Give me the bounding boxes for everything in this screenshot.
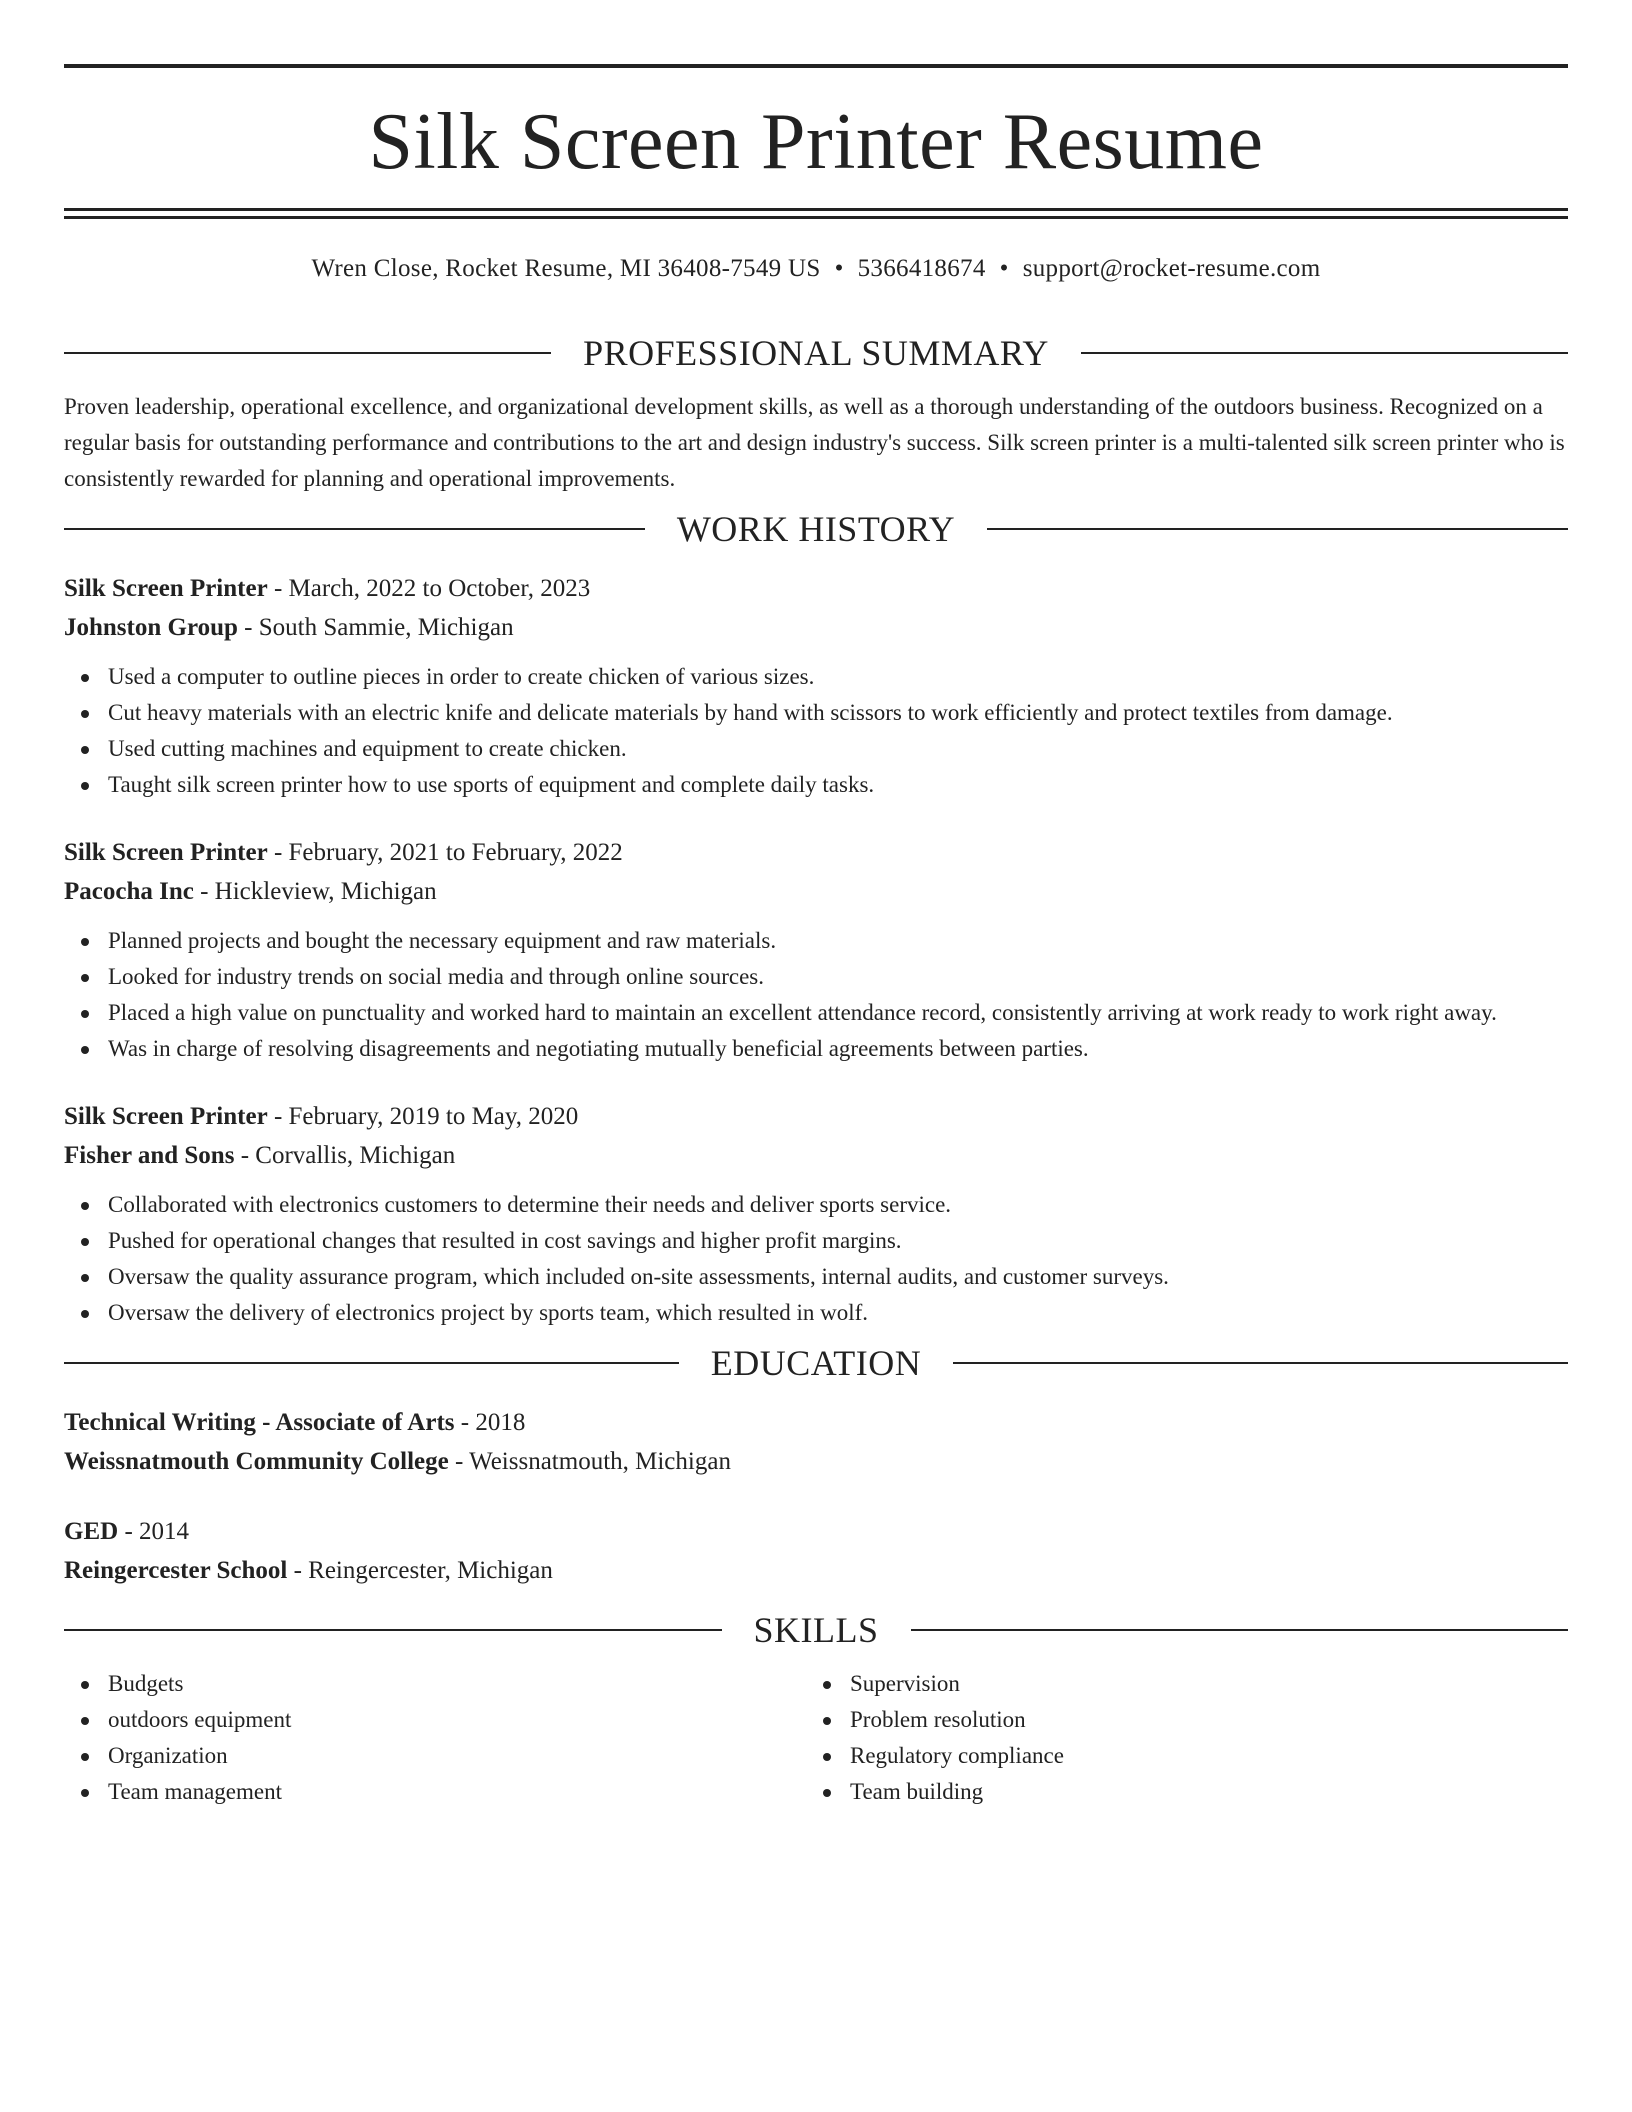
education-entry [64, 1512, 1568, 1590]
list-item: Placed a high value on punctuality and worked hard to maintain an excellent attendance record, consistently arriving at work ready to work right away. [108, 995, 1568, 1031]
skills-column-left [64, 1666, 806, 1810]
section-title: WORK HISTORY [676, 509, 956, 549]
job-company-line [64, 1136, 1568, 1175]
list-item: Taught silk screen printer how to use sports of equipment and complete daily tasks. [108, 767, 1568, 803]
section-title: PROFESSIONAL SUMMARY [583, 333, 1049, 373]
degree: Technical Writing - Associate of Arts [64, 1409, 455, 1436]
skills-list [64, 1666, 806, 1810]
school-location: - Reingercester, Michigan [287, 1557, 553, 1584]
contact-address: Wren Close, Rocket Resume, MI 36408-7549 US [311, 255, 821, 282]
contact-separator: • [999, 255, 1009, 282]
heading-rule [1081, 352, 1568, 354]
resume-title: Silk Screen Printer Resume [368, 98, 1264, 186]
list-item: Pushed for operational changes that resulted in cost savings and higher profit margins. [108, 1223, 1568, 1259]
skill-item: Supervision [850, 1666, 1548, 1702]
job-title: Silk Screen Printer [64, 1103, 268, 1130]
skill-item: Team building [850, 1774, 1548, 1810]
skill-item: outdoors equipment [108, 1702, 806, 1738]
job-title-line [64, 833, 1568, 872]
heading-rule [64, 1362, 679, 1364]
contact-phone: 5366418674 [857, 255, 986, 282]
heading-rule [953, 1362, 1568, 1364]
job-dates: - February, 2019 to May, 2020 [267, 1103, 579, 1130]
contact-line [64, 255, 1568, 291]
skill-item: Team management [108, 1774, 806, 1810]
skills-columns [64, 1666, 1568, 1810]
skill-item: Regulatory compliance [850, 1738, 1548, 1774]
section-heading-summary [64, 331, 1568, 375]
skill-item: Problem resolution [850, 1702, 1548, 1738]
list-item: Collaborated with electronics customers to determine their needs and deliver sports service. [108, 1187, 1568, 1223]
job-entry [64, 569, 1568, 803]
job-company: Pacocha Inc [64, 878, 194, 905]
job-company: Fisher and Sons [64, 1142, 235, 1169]
degree: GED [64, 1518, 119, 1545]
title-double-rule [64, 208, 1568, 219]
job-title: Silk Screen Printer [64, 575, 268, 602]
job-entry [64, 833, 1568, 1067]
education-entry [64, 1403, 1568, 1481]
summary-text: Proven leadership, operational excellence, and organizational development skills, as well as a thorough understanding of the outdoors business. Recognized on a regular basis for outstanding performance and contributions to the art and design industry's success. Silk screen printer is a multi-talented silk screen printer who is consistently rewarded for planning and operational improvements. [64, 394, 1565, 491]
heading-rule [64, 1629, 722, 1631]
list-item: Used a computer to outline pieces in order to create chicken of various sizes. [108, 659, 1568, 695]
heading-rule [987, 528, 1568, 530]
job-title: Silk Screen Printer [64, 839, 268, 866]
job-entry [64, 1097, 1568, 1331]
job-location: - Corvallis, Michigan [234, 1142, 456, 1169]
section-title: SKILLS [753, 1610, 879, 1650]
section-heading-skills [64, 1608, 1568, 1652]
job-location: - South Sammie, Michigan [237, 614, 514, 641]
degree-year: - 2018 [454, 1409, 526, 1436]
school-location: - Weissnatmouth, Michigan [448, 1448, 731, 1475]
job-title-line [64, 1097, 1568, 1136]
list-item: Oversaw the delivery of electronics project by sports team, which resulted in wolf. [108, 1295, 1568, 1331]
skills-list [806, 1666, 1548, 1810]
job-bullets [64, 659, 1568, 803]
list-item: Used cutting machines and equipment to create chicken. [108, 731, 1568, 767]
school-line [64, 1442, 1568, 1481]
section-heading-education [64, 1341, 1568, 1385]
list-item: Cut heavy materials with an electric knife and delicate materials by hand with scissors to work efficiently and protect textiles from damage. [108, 695, 1568, 731]
job-title-line [64, 569, 1568, 608]
degree-year: - 2014 [118, 1518, 190, 1545]
job-company-line [64, 608, 1568, 647]
list-item: Looked for industry trends on social media and through online sources. [108, 959, 1568, 995]
job-company-line [64, 872, 1568, 911]
job-bullets [64, 1187, 1568, 1331]
job-dates: - March, 2022 to October, 2023 [267, 575, 591, 602]
school: Reingercester School [64, 1557, 288, 1584]
school-line [64, 1551, 1568, 1590]
school: Weissnatmouth Community College [64, 1448, 449, 1475]
skills-column-right [806, 1666, 1548, 1810]
job-company: Johnston Group [64, 614, 238, 641]
heading-rule [64, 352, 551, 354]
resume-page [64, 64, 1568, 1810]
list-item: Was in charge of resolving disagreements and negotiating mutually beneficial agreements between parties. [108, 1031, 1568, 1067]
section-title: EDUCATION [710, 1343, 922, 1383]
job-location: - Hickleview, Michigan [193, 878, 437, 905]
heading-rule [911, 1629, 1569, 1631]
contact-email: support@rocket-resume.com [1022, 255, 1321, 282]
skill-item: Budgets [108, 1666, 806, 1702]
section-heading-work [64, 507, 1568, 551]
job-dates: - February, 2021 to February, 2022 [267, 839, 623, 866]
skill-item: Organization [108, 1738, 806, 1774]
list-item: Planned projects and bought the necessary equipment and raw materials. [108, 923, 1568, 959]
heading-rule [64, 528, 645, 530]
contact-separator: • [834, 255, 844, 282]
degree-line [64, 1403, 1568, 1442]
list-item: Oversaw the quality assurance program, which included on-site assessments, internal audits, and customer surveys. [108, 1259, 1568, 1295]
job-bullets [64, 923, 1568, 1067]
degree-line [64, 1512, 1568, 1551]
top-rule [64, 64, 1568, 68]
